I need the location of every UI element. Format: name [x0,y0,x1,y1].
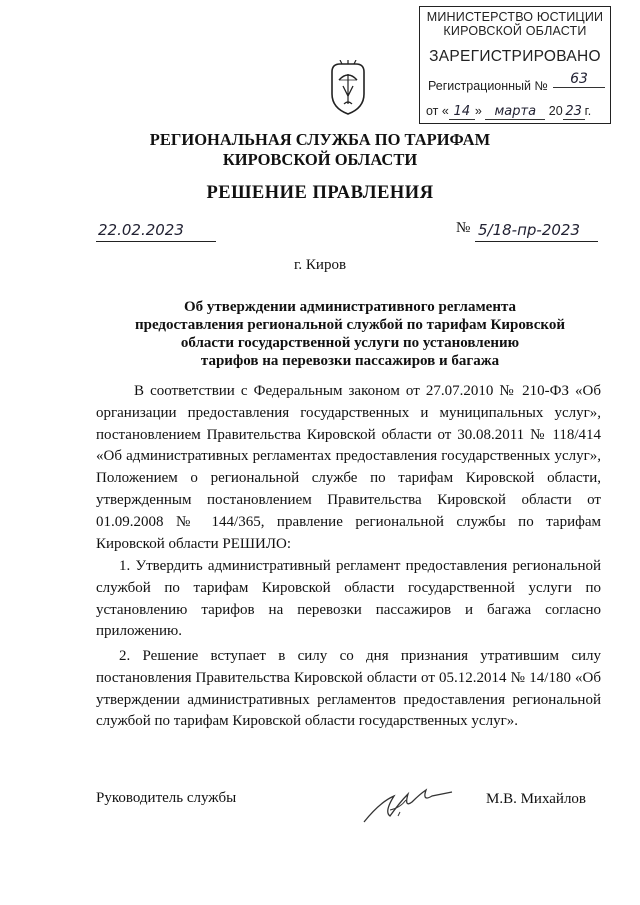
stamp-date-year-prefix: 20 [548,104,563,118]
coat-of-arms-emblem [326,60,370,116]
subject-line2: предоставления региональной службой по тарифам Кировской [134,317,566,333]
stamp-reg-number: 63 [553,71,605,88]
stamp-date [426,104,591,120]
preamble-paragraph [96,381,601,555]
signatory-title: Руководитель службы [96,790,237,806]
stamp-date-prefix: от « [426,104,449,118]
handwritten-signature [360,772,460,828]
document-subject [110,298,590,370]
org-name-line2: КИРОВСКОЙ ОБЛАСТИ [222,150,418,169]
stamp-date-year: 23 [563,104,585,120]
subject-line4: тарифов на перевозки пассажиров и багажа [200,353,500,369]
stamp-date-suffix: г. [584,104,592,118]
item-1-paragraph [96,556,601,643]
preamble-text: В соответствии с Федеральным законом от 27.07.2010 № 210-ФЗ «Об организации предоставления государственных и муниципальных услуг», постановлением Правительства Кировской области от 30.08.2011 № 118/414 «Об административных регламентах предоставления государственных услуг», Положением о региональной службе по тарифам Кировской области, утвержденным постановлением Правительства Кировской области от 01.09.2008 № 144/365, правление региональной службы по тарифам Кировской области РЕШИЛО: [96,383,601,552]
subject-line3: области государственной услуги по установлению [180,335,520,351]
org-name-line1: РЕГИОНАЛЬНАЯ СЛУЖБА ПО ТАРИФАМ [149,130,491,149]
stamp-reg-label: Регистрационный № [428,79,548,93]
stamp-date-mid: » [474,104,482,118]
subject-line1: Об утверждении административного регламента [183,299,517,315]
item-2-paragraph [96,646,601,733]
decision-date: 22.02.2023 [96,221,216,242]
stamp-ministry-line2: КИРОВСКОЙ ОБЛАСТИ [443,24,587,38]
item-1-text: 1. Утвердить административный регламент предоставления региональной службой по тарифам Кировской области государственной услуги по установлению тарифов на перевозки пассажиров и багажа согласно приложению. [96,558,601,640]
number-sign: № [456,220,471,236]
stamp-status: ЗАРЕГИСТРИРОВАНО [429,48,601,65]
registration-stamp [419,6,611,124]
city: г. Киров [293,257,347,273]
stamp-date-day: 14 [449,104,475,120]
decision-title: РЕШЕНИЕ ПРАВЛЕНИЯ [206,183,434,203]
decision-number: 5/18-пр-2023 [475,221,598,242]
signatory-name: М.В. Михайлов [486,791,587,807]
stamp-date-month: марта [485,104,545,120]
item-2-text: 2. Решение вступает в силу со дня признания утратившим силу постановления Правительства Кировской области от 05.12.2014 № 14/180 «Об утверждении административных регламентов предоставления региональной службой по тарифам Кировской области государственных услуг». [96,648,601,730]
stamp-ministry-line1: МИНИСТЕРСТВО ЮСТИЦИИ [426,10,604,24]
